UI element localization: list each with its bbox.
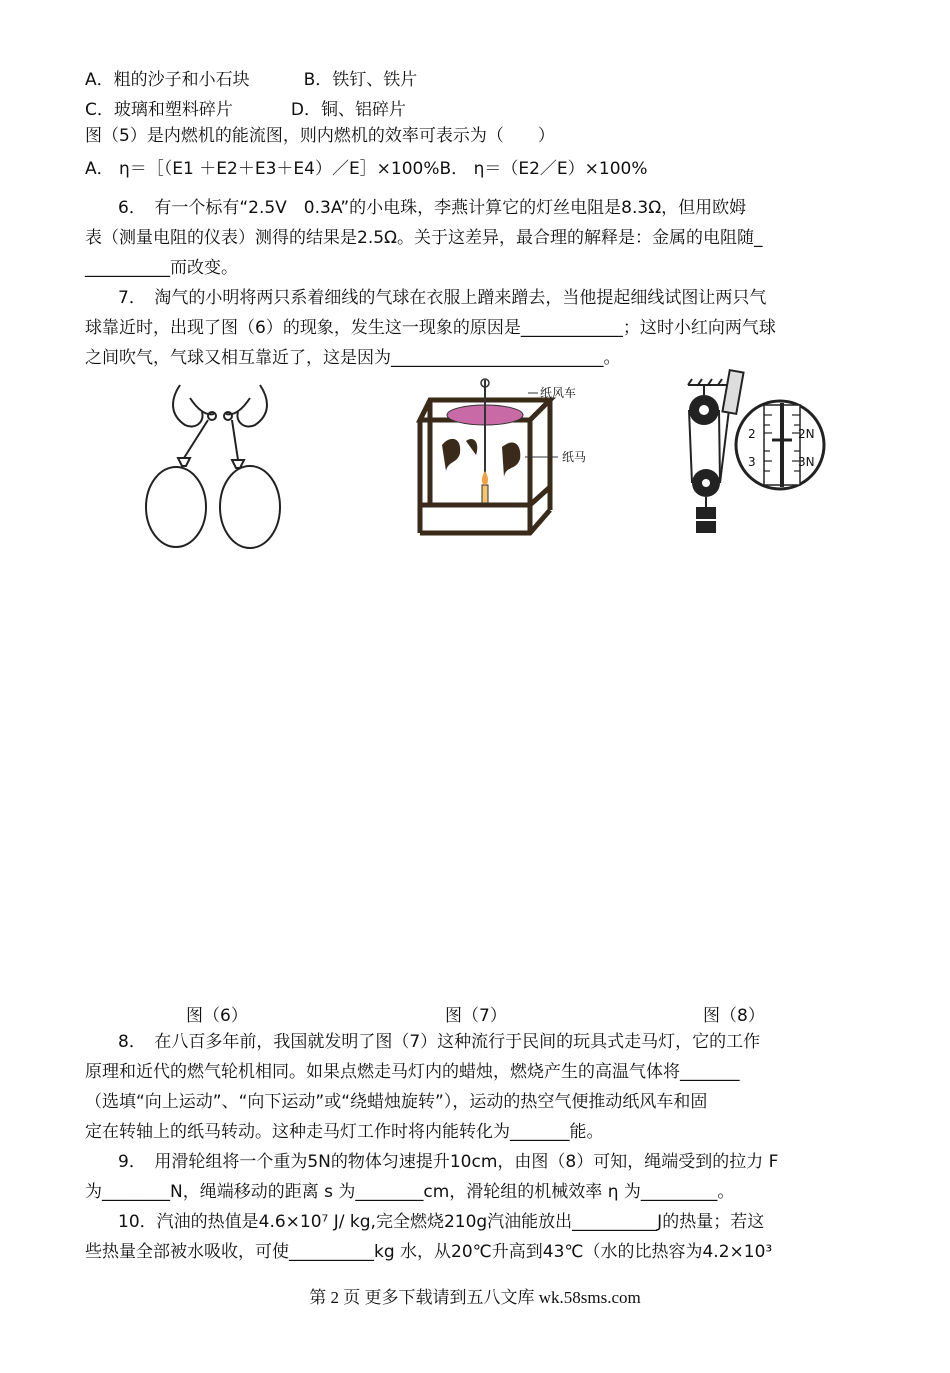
figure-6-balloons — [140, 380, 300, 550]
option-d: D．铜、铝碎片 — [290, 100, 406, 120]
question-8-line-3: （选填“向上运动”、“向下运动”或“绕蜡烛旋转”），运动的热空气便推动纸风车和固 — [85, 1092, 708, 1112]
question-5-options — [85, 157, 648, 181]
scale-right-3n: 3N — [798, 455, 815, 469]
label-horse: 纸马 — [562, 450, 587, 464]
figure-7-lantern — [410, 375, 610, 540]
weight-block — [696, 507, 716, 519]
question-9-line-2: 为________N，绳端移动的距离 s 为________cm，滑轮组的机械效率 η 为_________。 — [85, 1182, 735, 1202]
option-c: C．玻璃和塑料碎片 — [85, 100, 233, 120]
question-7-line-2: 球靠近时，出现了图（6）的现象，发生这一现象的原因是____________；这时小红向两气球 — [85, 318, 776, 338]
q5-option-b: B． η＝（E2／E）×100% — [439, 159, 648, 179]
question-5-text: 图（5）是内燃机的能流图，则内燃机的效率可表示为（ ） — [85, 126, 555, 146]
question-8-line-1: 8． 在八百多年前，我国就发明了图（7）这种流行于民间的玩具式走马灯，它的工作 — [118, 1032, 761, 1052]
caption-figure-8: 图（8） — [703, 1006, 765, 1026]
option-b: B．铁钉、铁片 — [303, 70, 418, 90]
page-footer: 第 2 页 更多下载请到五八文库 wk.58sms.com — [309, 1288, 641, 1307]
question-7-line-1: 7． 淘气的小明将两只系着细线的气球在衣服上蹭来蹭去，当他提起细线试图让两只气 — [118, 288, 767, 308]
scale-right-2n: 2N — [798, 427, 815, 441]
question-6-line-2: 表（测量电阻的仪表）测得的结果是2.5Ω。关于这差异，最合理的解释是：金属的电阻随_ — [85, 228, 763, 248]
q5-option-a: A． η＝［（E1 ＋E2＋E3＋E4）／E］×100% — [85, 159, 440, 179]
question-6-line-1: 6． 有一个标有“2.5V 0.3A”的小电珠，李燕计算它的灯丝电阻是8.3Ω，但用欧姆 — [118, 198, 747, 218]
options-line-1 — [85, 68, 417, 92]
question-6-line-3: __________而改变。 — [85, 258, 238, 278]
caption-figure-7: 图（7） — [445, 1006, 507, 1026]
question-9-line-1: 9． 用滑轮组将一个重为5N的物体匀速提升10cm，由图（8）可知，绳端受到的拉力 F — [118, 1152, 779, 1172]
question-8-line-2: 原理和近代的燃气轮机相同。如果点燃走马灯内的蜡烛，燃烧产生的高温气体将_______ — [85, 1062, 740, 1082]
label-pinwheel: 纸风车 — [540, 386, 577, 400]
question-8-line-4: 定在转轴上的纸马转动。这种走马灯工作时将内能转化为_______能。 — [85, 1122, 604, 1142]
scale-left-2: 2 — [748, 427, 756, 441]
caption-figure-6: 图（6） — [186, 1006, 248, 1026]
options-line-2 — [85, 98, 406, 122]
scale-left-3: 3 — [748, 455, 756, 469]
question-10-line-1: 10．汽油的热值是4.6×10⁷ J/ kg,完全燃烧210g汽油能放出__________J的热量；若这 — [118, 1212, 765, 1232]
figure-8-pulley — [680, 365, 830, 540]
question-7-line-3: 之间吹气，气球又相互靠近了，这是因为_________________________。 — [85, 348, 621, 368]
option-a: A．粗的沙子和小石块 — [85, 70, 250, 90]
question-10-line-2: 些热量全部被水吸收，可使__________kg 水，从20℃升高到43℃（水的比热容为4.2×10³ — [85, 1242, 773, 1262]
